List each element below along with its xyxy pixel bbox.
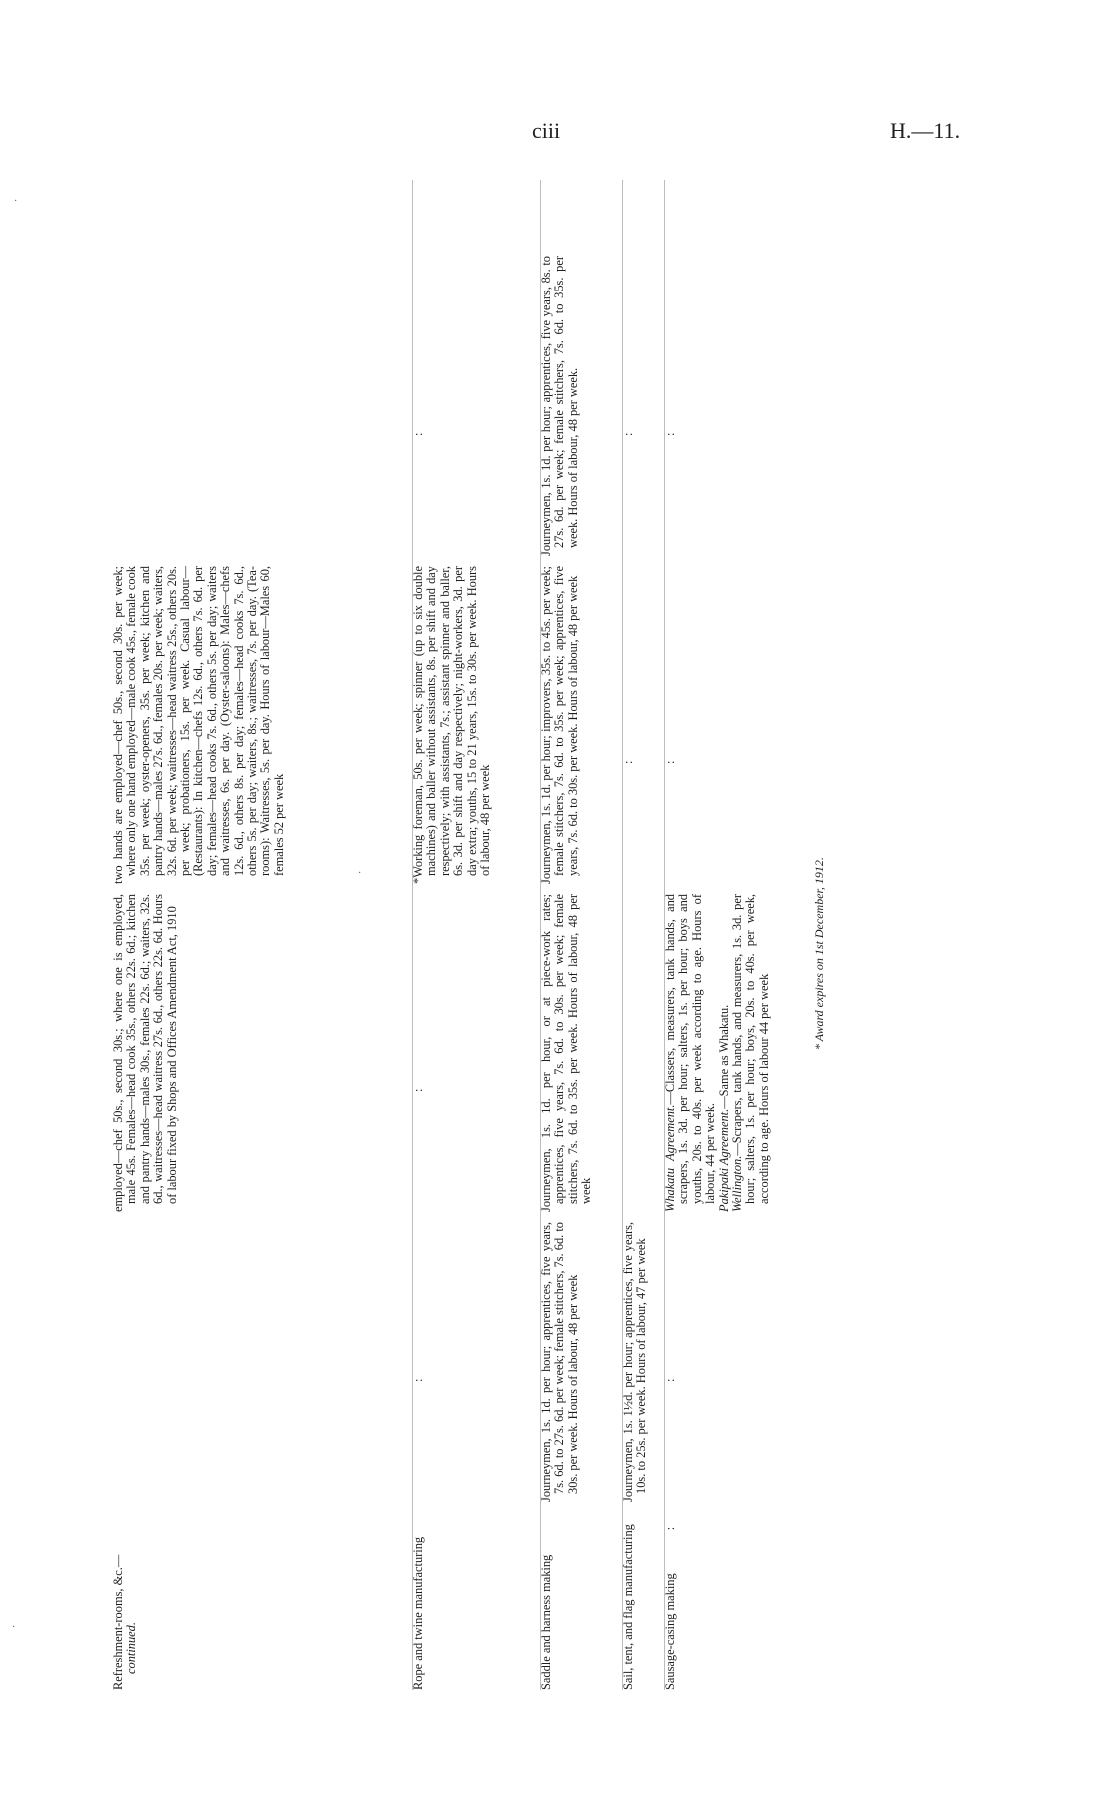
wage-cell-col3: two hands are employed—chef 50s., second 30s. per week; where only one hand employed—male cook 45s., female cook 35s. per week; oyster-openers, 35s. per week; kitchen and pantry hands—males 27s. 6d., females 20s. per week; waiters, 32s. 6d. per week; waitresses—head waitress 25s., others 20s. per week; probationers, 15s. per week. Casual labour—(Restaurants): In kitchen—chefs 12s. 6d., others 7s. 6d. per day; females—head cooks 7s. 6d., others 5s. per day; waiters and waitresses, 6s. per day. (Oyster-saloons): Males—chefs 12s. 6d., others 8s. per day; females—head cooks 7s. 6d., others 5s. per day; waiters, 8s.; waitresses, 7s. per day. (Tea-rooms): Waitresses, 5s. per day. Hours of labour—Males 60, females 52 per week	[111, 566, 286, 884]
trade-name: Rope and twine manufacturing	[411, 1536, 425, 1690]
wage-cell-col2: employed—chef 50s., second 30s.; where one is employed, male 45s. Females—head cook 35s., others 22s. 6d.; kitchen and pantry hands—males 30s., females 22s. 6d.; waiters, 32s. 6d., waitresses—head waitress 27s. 6d., others 22s. 6d. Hours of labour fixed by Shops and Offices Amendment Act, 1910	[111, 894, 179, 1212]
ditto-mark: :	[663, 1378, 677, 1382]
agreement-name: Whakatu Agreement.	[663, 1104, 677, 1212]
wage-cell-col1	[412, 1222, 425, 1502]
wage-cell-col1: Journeymen, 1s. 1d. per hour; apprentices, five years, 7s. 6d. to 27s. 6d. per week; female stitchers, 7s. 6d. to 30s. per week. Hours of labour, 48 per week	[539, 1222, 580, 1502]
ditto-mark: :	[663, 1526, 677, 1531]
table-row	[540, 180, 623, 1690]
table-row	[112, 180, 413, 1690]
wage-cell-col1	[664, 1222, 677, 1502]
award-footnote: * Award expires on 1st December, 1912.	[812, 857, 826, 1050]
wage-cell-col2: Journeymen, 1s. 1d. per hour, or at piece-work rates; apprentices, five years, 7s. 6d. to 30s. per week; female stitchers, 7s. 6d. to 35s. per week. Hours of labour, 48 per week	[539, 894, 594, 1212]
rotated-wage-table	[112, 180, 982, 1690]
table-row	[664, 180, 804, 1690]
trade-label: Sausage-casing making	[663, 1573, 677, 1690]
wage-cell-col3	[622, 566, 635, 884]
ditto-mark: :	[663, 760, 677, 764]
table-row	[412, 180, 541, 1690]
wage-cell-col2	[664, 894, 771, 1212]
wage-cell-col4	[664, 256, 677, 556]
agreement-text: —Classers, measurers, tank hands, and scrapers, 1s. 3d. per hour; salters, 1s. per hour; boys and youths, 20s. to 40s. per week according to age. Hours of labour, 44 per week.	[663, 894, 718, 1204]
trade-note: continued.	[124, 1622, 139, 1674]
wage-cell-col4: Journeymen, 1s. 1d. per hour; apprentices, five years, 8s. to 27s. 6d. per week; female stitchers, 7s. 6d. to 35s. per week. Hours of labour, 48 per week.	[539, 256, 580, 556]
scan-speck: ·	[12, 1622, 16, 1633]
agreement-name: Wellington.	[730, 1155, 745, 1212]
ditto-mark: :	[411, 432, 425, 436]
ditto-mark: :	[621, 432, 635, 436]
ditto-mark: :	[621, 760, 635, 764]
ditto-mark: :	[411, 1088, 425, 1092]
trade-name	[112, 1510, 139, 1690]
wage-cell-col4	[622, 256, 635, 556]
agreement-name: Pakipaki Agreement.	[716, 1108, 731, 1212]
scan-speck: ·	[14, 196, 18, 207]
trade-name: Saddle and harness making	[539, 1554, 553, 1690]
scan-speck: ·	[358, 868, 362, 879]
page-number: ciii	[532, 118, 561, 143]
agreement-text: —Same as Whakatu.	[716, 1004, 731, 1109]
trade-label: Refreshment-rooms, &c.—	[111, 1554, 125, 1690]
wage-cell-col1: Journeymen, 1s. 1½d. per hour; apprentices, five years, 10s. to 25s. per week. Hours of labour, 47 per week	[621, 1222, 649, 1502]
wage-cell-col2	[412, 894, 425, 1212]
table-row	[622, 180, 665, 1690]
agreement-paragraph	[716, 894, 731, 1212]
agreement-paragraph	[730, 894, 771, 1212]
ditto-mark: :	[411, 1378, 425, 1382]
wage-cell-col4	[412, 256, 425, 556]
trade-name: Sail, tent, and flag manufacturing	[621, 1524, 635, 1690]
wage-cell-col3: *Working foreman, 50s. per week; spinner (up to six double machines) and baller without assistants, 8s. per shift and day respectively; with assistants, 7s.; assistant spinner and baller, 6s. 3d. per shift and day respectively; night-workers, 3d. per day extra; youths, 15 to 21 years, 15s. to 30s. per week. Hours of labour, 48 per week	[411, 566, 493, 884]
agreement-paragraph	[663, 894, 718, 1212]
document-code: H.—11.	[890, 118, 961, 143]
agreement-text: —Scrapers, tank hands, and measurers, 1s. 3d. per hour; salters, 1s. per hour; boys, 20s. to 40s. per week, according to age. Hours of labour 44 per week	[730, 894, 771, 1204]
wage-cell-col3: Journeymen, 1s. 1d. per hour; improvers, 35s. to 45s. per week; female stitchers, 7s. 6d. to 35s. per week; apprentices, five years, 7s. 6d. to 30s. per week. Hours of labour, 48 per week	[539, 566, 580, 884]
trade-name	[664, 1510, 677, 1690]
wage-cell-col3	[664, 566, 677, 884]
ditto-mark: :	[663, 432, 677, 436]
